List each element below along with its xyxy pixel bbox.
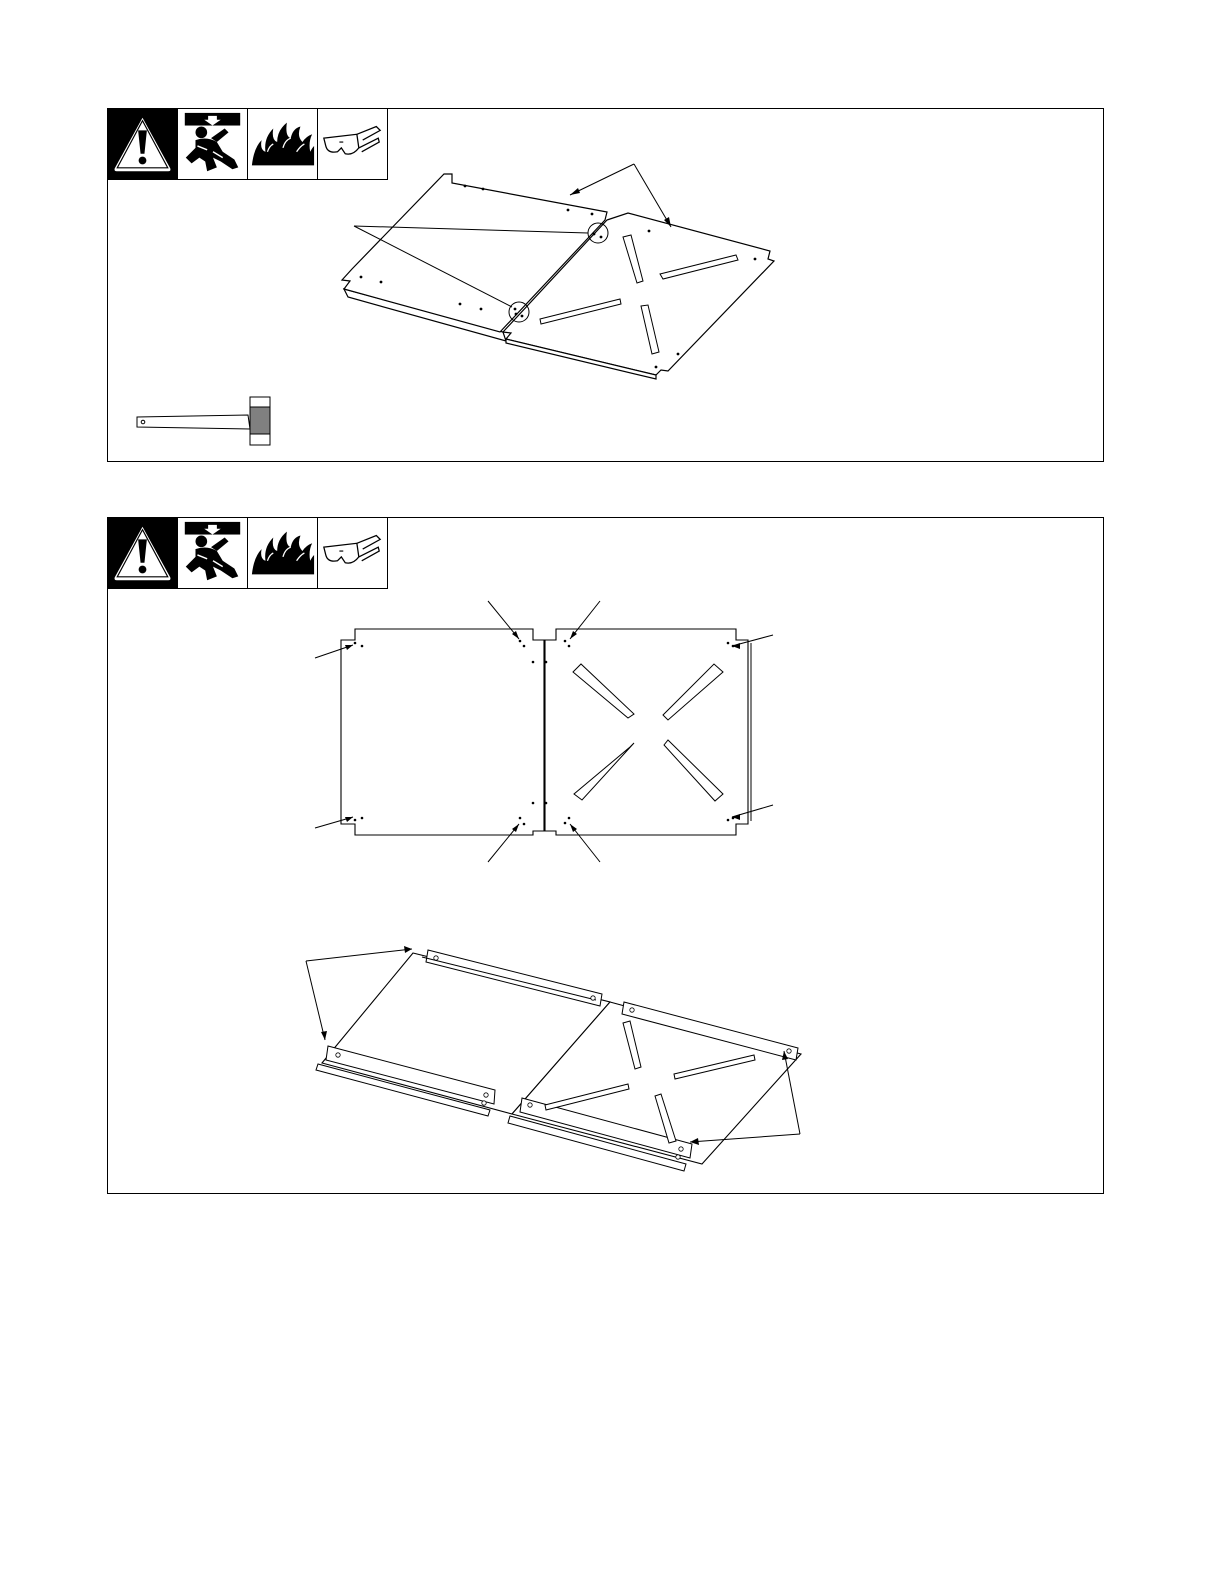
instruction-panel-1 [107,108,1104,462]
instruction-panel-2 [107,517,1104,1194]
left-plate-top-view [341,629,544,835]
mallet-tool-illustration [137,397,270,445]
base-plate-assembly-illustration [108,109,1105,463]
right-plate-top-view [545,629,748,835]
plate-layout-illustration [108,518,1105,1195]
